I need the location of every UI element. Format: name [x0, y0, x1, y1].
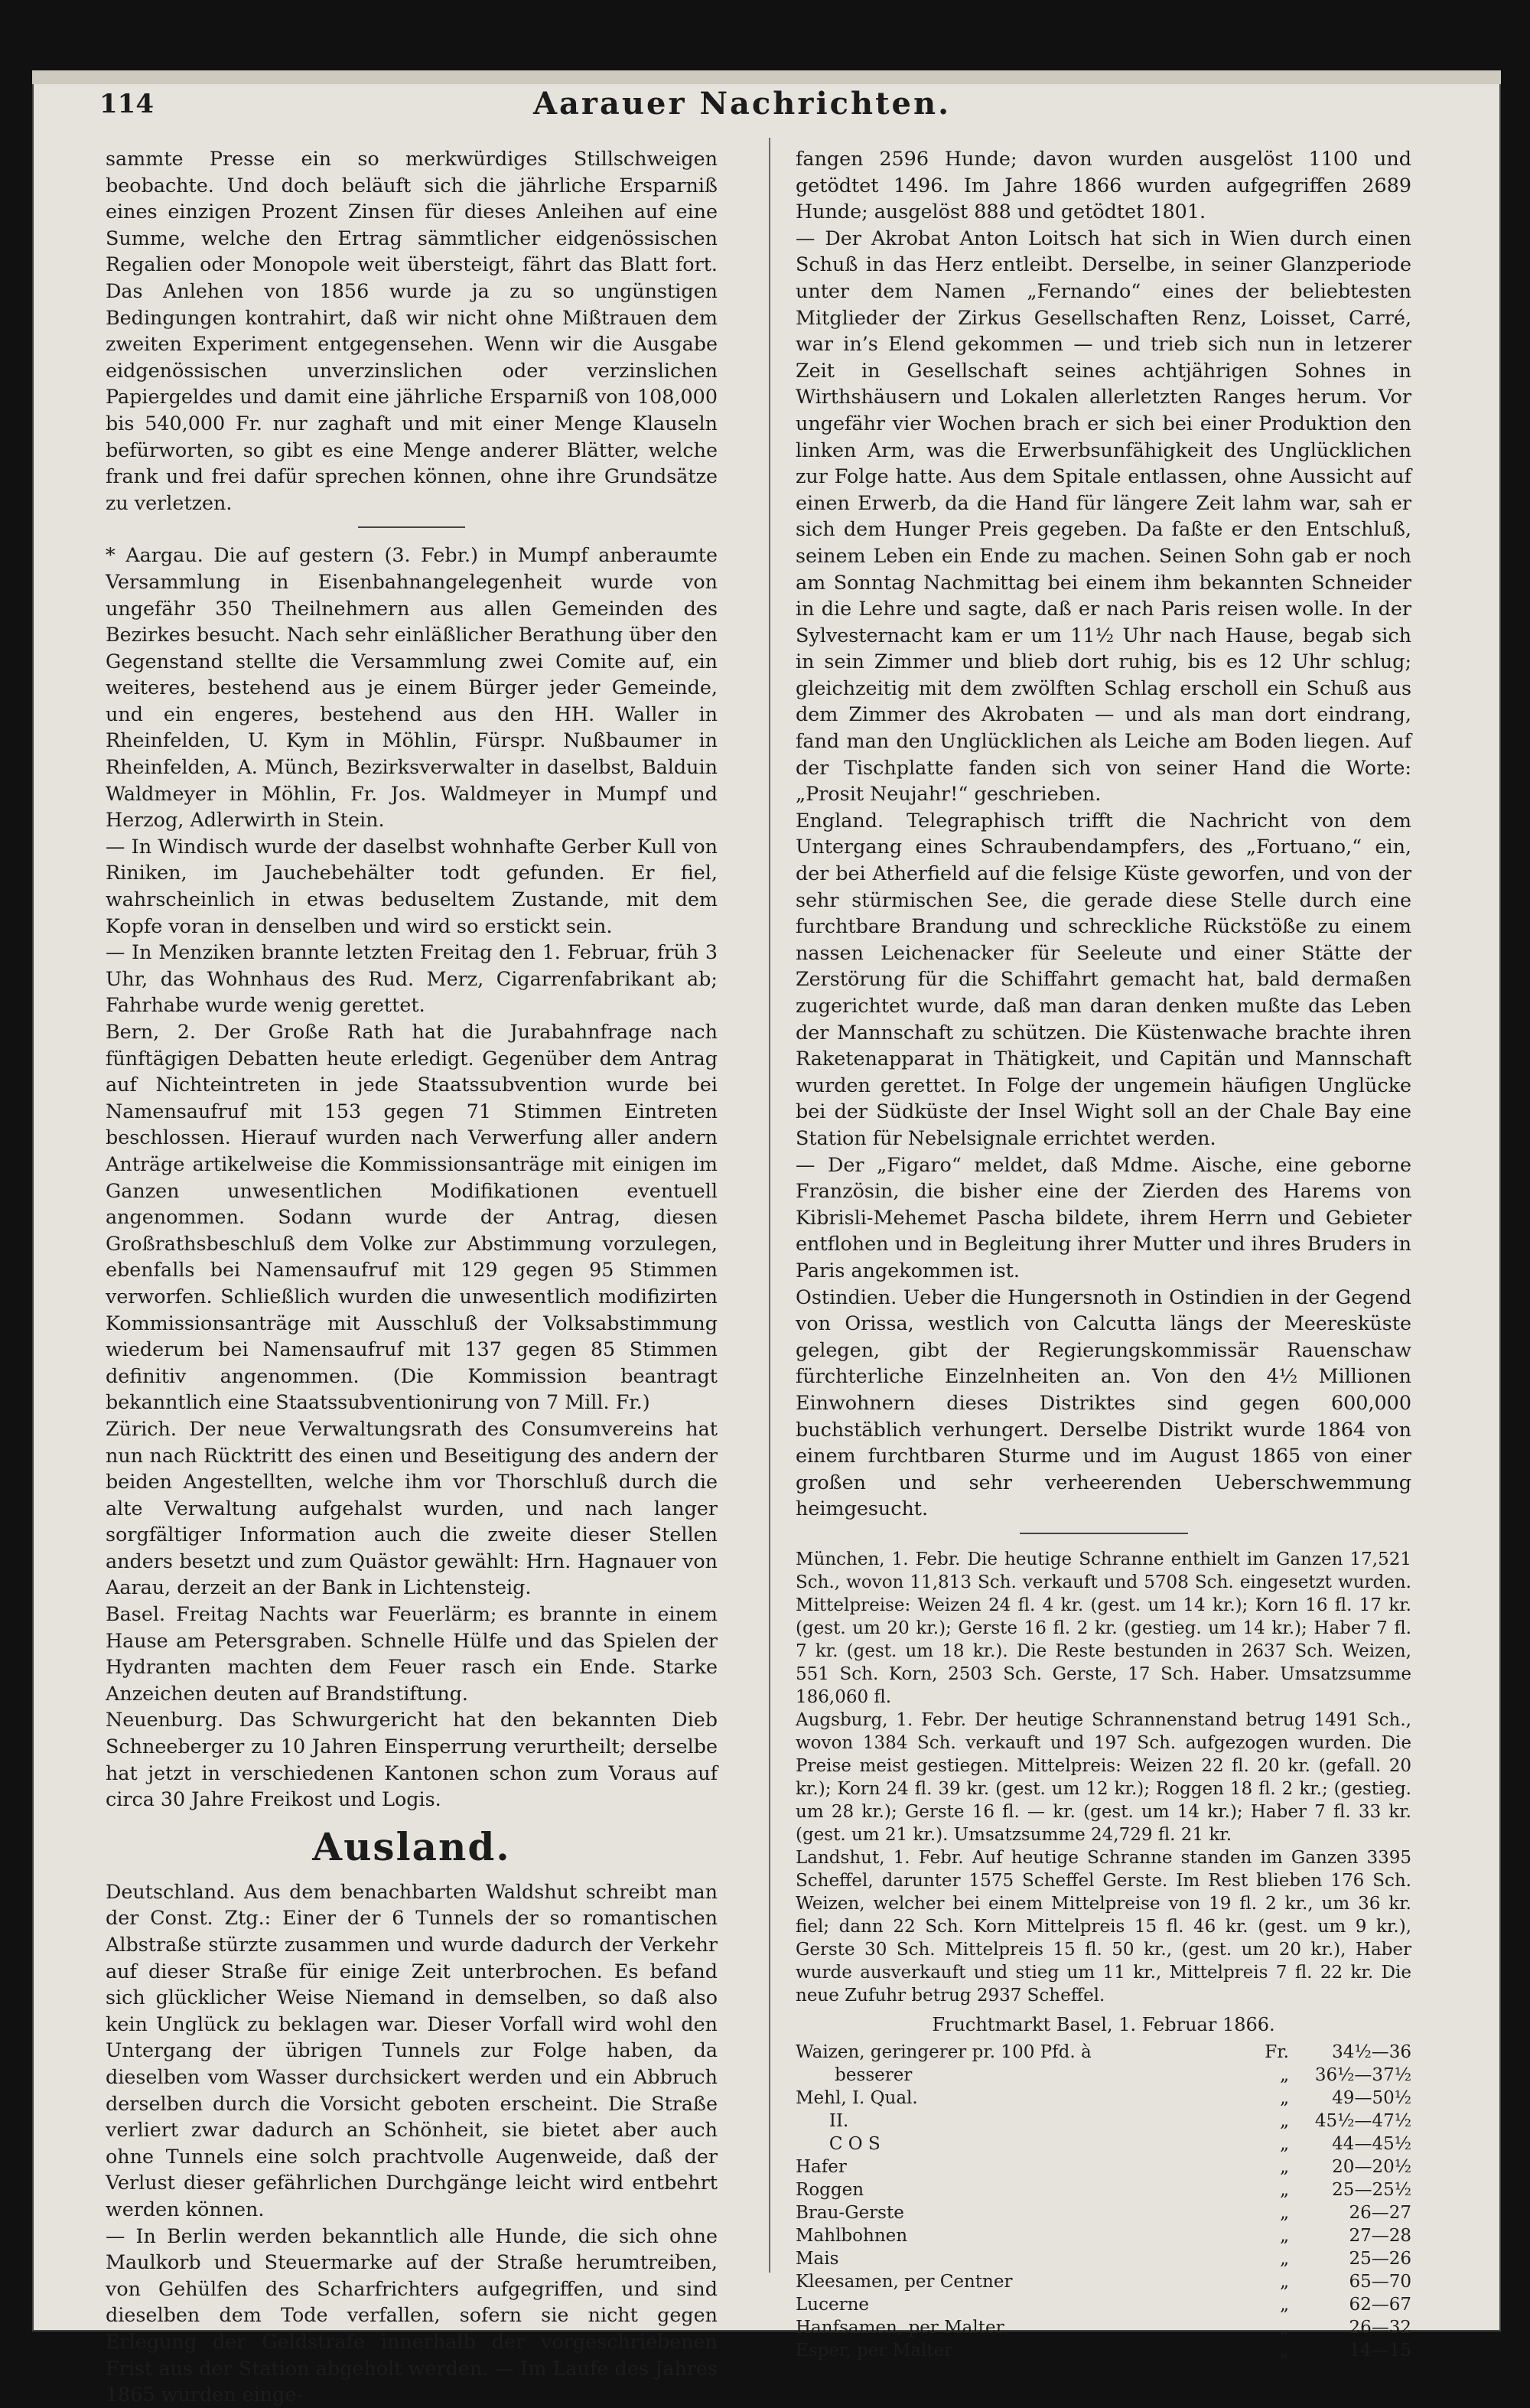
market-table: [796, 2041, 1411, 2362]
right-column: [796, 145, 1411, 2362]
article-bern: Bern, 2. Der Große Rath hat die Jurabahnfrage nach fünftägigen Debatten heute erledigt. Gegenüber dem Antrag auf Nichteintreten in jede Staatssubvention wurde bei Namensaufruf mit 153 gegen 71 Stimmen Eintreten beschlossen. Hierauf wurden nach Verwerfung aller andern Anträge artikelweise die Kommissionsanträge mit einigen im Ganzen unwesentlichen Modifikationen eventuell angenommen. Sodann wurde der Antrag, diesen Großrathsbeschluß dem Volke zur Abstimmung vorzulegen, ebenfalls bei Namensaufruf mit 129 gegen 95 Stimmen verworfen. Schließlich wurden die unwesentlich modifizirten Kommissionsanträge mit Ausschluß der Volksabstimmung wiederum bei Namensaufruf mit 137 gegen 85 Stimmen definitiv angenommen. (Die Kommission beantragt bekanntlich eine Staatssubventionirung von 7 Mill. Fr.): [106, 1020, 718, 1414]
market-augsburg: Augsburg, 1. Febr. Der heutige Schrannenstand betrug 1491 Sch., wovon 1384 Sch. verkauft und 197 Sch. aufgezogen wurden. Die Preise meist gestiegen. Mittelpreis: Weizen 22 fl. 20 kr. (gefall. 20 kr.); Korn 24 fl. 39 kr. (gest. um 12 kr.); Roggen 18 fl. 2 kr.; (gestieg. um 28 kr.); Gerste 16 fl. — kr. (gest. um 14 kr.); Haber 7 fl. 33 kr. (gest. um 21 kr.). Umsatzsumme 24,729 fl. 21 kr.: [796, 1709, 1411, 1845]
market-price: 34½—36: [1332, 2042, 1411, 2063]
market-item: Kleesamen, per Centner: [796, 2272, 1013, 2292]
market-item: Hafer: [796, 2157, 847, 2178]
market-unit: „: [1280, 2157, 1289, 2178]
article-zuerich: Zürich. Der neue Verwaltungsrath des Consumvereins hat nun nach Rücktritt des einen und Beseitigung des andern der beiden Angestellten, welche ihm vor Thorschluß durch die alte Verwaltung aufgehalst wurden, und nach langer sorgfältiger Information auch die zweite dieser Stellen anders besetzt und zum Quästor gewählt: Hrn. Hagnauer von Aarau, derzeit an der Bank in Lichtensteig.: [106, 1416, 718, 1599]
market-item: Waizen, geringerer pr. 100 Pfd. à: [796, 2042, 1092, 2063]
left-column: [106, 145, 718, 2408]
page-title: Aarauer Nachrichten.: [532, 86, 952, 122]
article-deutschland: Deutschland. Aus dem benachbarten Waldshut schreibt man der Const. Ztg.: Einer der 6 Tunnels der so romantischen Albstraße stürzte zusammen und wurde dadurch der Verkehr auf dieser Straße für einige Zeit unterbrochen. Es befand sich glücklicher Weise Niemand in demselben, so daß also kein Unglück zu beklagen war. Dieser Vorfall wird wohl den Untergang der übrigen Tunnels zur Folge haben, da dieselben vom Wasser durchsickert werden und ein Abbruch derselben durch die Vorsicht geboten erscheint. Die Straße verliert zwar dadurch an Schönheit, sie bietet aber auch ohne Tunnels eine solch prachtvolle Augenweide, daß der Verlust dieser gefährlichen Durchgänge leicht wird entbehrt werden können.: [106, 1879, 718, 2221]
column-divider: [769, 138, 770, 2273]
section-title-ausland: Ausland.: [312, 1823, 511, 1869]
market-price: 49—50½: [1332, 2088, 1411, 2109]
table-row: [796, 2178, 1411, 2201]
market-item: Roggen: [796, 2180, 864, 2201]
market-item: Lucerne: [796, 2295, 869, 2315]
market-price: 14—15: [1349, 2341, 1411, 2361]
market-price: 20—20½: [1332, 2157, 1411, 2178]
article-berlin-cont: fangen 2596 Hunde; davon wurden ausgelöst 1100 und getödtet 1496. Im Jahre 1866 wurden aufgegriffen 2689 Hunde; ausgelöst 888 und getödtet 1801.: [796, 147, 1411, 223]
article-menziken: — In Menziken brannte letzten Freitag den 1. Februar, früh 3 Uhr, das Wohnhaus des Rud. Merz, Cigarrenfabrikant ab; Fahrhabe wurde wenig gerettet.: [106, 940, 718, 1017]
table-row: [796, 2064, 1411, 2087]
market-table-title: Fruchtmarkt Basel, 1. Februar 1866.: [932, 2013, 1275, 2035]
divider: [358, 526, 465, 528]
table-row: [796, 2201, 1411, 2224]
market-item: besserer: [796, 2065, 913, 2086]
table-row: [796, 2247, 1411, 2270]
table-row: [796, 2110, 1411, 2133]
market-price: 62—67: [1349, 2295, 1411, 2315]
market-price: 45½—47½: [1314, 2111, 1411, 2132]
market-price: 26—32: [1349, 2318, 1411, 2338]
market-unit: „: [1280, 2065, 1289, 2086]
market-unit: „: [1280, 2249, 1289, 2270]
market-unit: „: [1280, 2226, 1289, 2247]
table-row: [796, 2293, 1411, 2316]
market-muenchen: München, 1. Febr. Die heutige Schranne enthielt im Ganzen 17,521 Sch., wovon 11,813 Sch. verkauft und 5708 Sch. eingesetzt wurden. Mittelpreise: Weizen 24 fl. 4 kr. (gest. um 14 kr.); Korn 16 fl. 17 kr. (gest. um 20 kr.); Gerste 16 fl. 2 kr. (gestieg. um 14 kr.); Haber 7 fl. 7 kr. (gest. um 18 kr.). Die Reste bestunden in 2637 Sch. Weizen, 551 Sch. Korn, 2503 Sch. Gerste, 17 Sch. Haber. Umsatzsumme 186,060 fl.: [796, 1549, 1411, 1707]
market-price: 26—27: [1349, 2203, 1411, 2224]
article-akrobat: — Der Akrobat Anton Loitsch hat sich in Wien durch einen Schuß in das Herz entleibt. Derselbe, in seiner Glanzperiode unter dem Namen „Fernando“ eines der beliebtesten Mitglieder der Zirkus Gesellschaften Renz, Loisset, Carré, war in’s Elend gekommen — und trieb sich nun in letzerer Zeit in Gesellschaft seines achtjährigen Sohnes in Wirthshäusern und Lokalen allerletzten Ranges herum. Vor ungefähr vier Wochen brach er sich bei einer Produktion den linken Arm, was die Erwerbsunfähigkeit des Unglücklichen zur Folge hatte. Aus dem Spitale entlassen, ohne Aussicht auf einen Erwerb, da die Hand für längere Zeit lahm war, sah er sich dem Hunger Preis gegeben. Da faßte er den Entschluß, seinem Leben ein Ende zu machen. Seinen Sohn gab er noch am Sonntag Nachmittag bei einem ihm bekannten Schneider in die Lehre und sagte, daß er nach Paris reisen wolle. In der Sylvesternacht kam er um 11½ Uhr nach Hause, begab sich in sein Zimmer und blieb dort ruhig, bis es 12 Uhr schlug; gleichzeitig mit dem zwölften Schlag erscholl ein Schuß aus dem Zimmer des Akrobaten — und als man dort eindrang, fand man den Unglücklichen als Leiche am Boden liegen. Auf der Tischplatte fanden sich von seiner Hand die Worte: „Prosit Neujahr!“ geschrieben.: [796, 226, 1411, 806]
table-row: [796, 2041, 1411, 2064]
page-number: 114: [99, 89, 154, 119]
table-row: [796, 2155, 1411, 2178]
market-price: 44—45½: [1332, 2134, 1411, 2155]
article-aargau: * Aargau. Die auf gestern (3. Febr.) in Mumpf anberaumte Versammlung in Eisenbahnangelegenheit wurde von ungefähr 350 Theilnehmern aus allen Gemeinden des Bezirkes besucht. Nach sehr einläßlicher Berathung über den Gegenstand stellte die Versammlung zwei Comite auf, ein weiteres, bestehend aus je einem Bürger jeder Gemeinde, und ein engeres, bestehend aus den HH. Waller in Rheinfelden, U. Kym in Möhlin, Fürspr. Nußbaumer in Rheinfelden, A. Münch, Bezirksverwalter in daselbst, Balduin Waldmeyer in Möhlin, Fr. Jos. Waldmeyer in Mumpf und Herzog, Adlerwirth in Stein.: [106, 543, 718, 832]
article-figaro: — Der „Figaro“ meldet, daß Mdme. Aische, eine geborne Französin, die bisher eine der Zierden des Harems von Kibrisli-Mehemet Pascha bildete, ihrem Herrn und Gebieter entflohen und in Begleitung ihrer Mutter und ihres Bruders in Paris angekommen ist.: [796, 1152, 1411, 1282]
article-paragraph: sammte Presse ein so merkwürdiges Stillschweigen beobachte. Und doch beläuft sich die jährliche Ersparniß eines einzigen Prozent Zinsen für dieses Anleihen auf eine Summe, welche den Ertrag sämmtlicher eidgenössischen Regalien oder Monopole weit übersteigt, fährt das Blatt fort. Das Anlehen von 1856 wurde ja zu so ungünstigen Bedingungen kontrahirt, daß wir nicht ohne Mißtrauen dem zweiten Experiment entgegensehen. Wenn wir die Ausgabe eidgenössischen unverzinslichen oder verzinslichen Papiergeldes und damit eine jährliche Ersparniß von 108,000 bis 540,000 Fr. nur zaghaft und mit einer Menge Klauseln befürworten, so gibt es eine Menge anderer Blätter, welche frank und frei dafür sprechen können, ohne ihre Grundsätze zu verletzen.: [106, 147, 718, 514]
market-unit: „: [1280, 2180, 1289, 2201]
market-unit: „: [1280, 2318, 1289, 2338]
market-unit: „: [1280, 2295, 1289, 2315]
market-item: Esper, per Malter: [796, 2341, 953, 2361]
article-basel: Basel. Freitag Nachts war Feuerlärm; es brannte in einem Hause am Petersgraben. Schnelle Hülfe und das Spielen der Hydranten machten dem Feuer rasch ein Ende. Starke Anzeichen deuten auf Brandstiftung.: [106, 1602, 718, 1705]
market-unit: „: [1280, 2272, 1289, 2292]
market-unit: „: [1280, 2088, 1289, 2109]
table-row: [796, 2339, 1411, 2362]
table-row: [796, 2224, 1411, 2247]
market-unit: „: [1280, 2203, 1289, 2224]
market-item: Mais: [796, 2249, 839, 2270]
market-price: 25—26: [1349, 2249, 1411, 2270]
market-item: C O S: [796, 2134, 881, 2155]
table-row: [796, 2087, 1411, 2110]
market-unit: „: [1280, 2111, 1289, 2132]
table-row: [796, 2133, 1411, 2155]
market-unit: „: [1280, 2134, 1289, 2155]
market-price: 25—25½: [1332, 2180, 1411, 2201]
market-item: II.: [796, 2111, 849, 2132]
article-windisch: — In Windisch wurde der daselbst wohnhafte Gerber Kull von Riniken, im Jauchebehälter todt gefunden. Er fiel, wahrscheinlich in etwas beduseltem Zustande, mit dem Kopfe voran in denselben und wird so erstickt sein.: [106, 834, 718, 937]
market-item: Hanfsamen, per Malter: [796, 2318, 1004, 2338]
article-berlin: — In Berlin werden bekanntlich alle Hunde, die sich ohne Maulkorb und Steuermarke auf der Straße herumtreiben, von Gehülfen des Scharfrichters aufgegriffen, und sind dieselben dem Tode verfallen, sofern sie nicht gegen Erlegung der Geldstrafe innerhalb der vorgeschriebenen Frist aus der Station abgeholt werden. — Im Laufe des Jahres 1865 wurden einge-: [106, 2224, 718, 2406]
market-unit: Fr.: [1265, 2042, 1289, 2063]
market-unit: „: [1280, 2341, 1289, 2361]
table-row: [796, 2270, 1411, 2293]
article-england: England. Telegraphisch trifft die Nachricht von dem Untergang eines Schraubendampfers, des „Fortuano,“ ein, der bei Atherfield auf die felsige Küste geworfen, und von der sehr stürmischen See, die gerade diese Stelle durch eine furchtbare Brandung und schreckliche Rückstöße zu einem nassen Leichenacker für Seeleute und einer Stätte der Zerstörung für die Schiffahrt gemacht hat, bald dermaßen zugerichtet wurde, daß man daran denken mußte das Leben der Mannschaft zu schützen. Die Küstenwache brachte ihren Raketenapparat in Thätigkeit, und Capitän und Mannschaft wurden gerettet. In Folge der ungemein häufigen Unglücke bei der Südküste der Insel Wight soll an der Chale Bay eine Station für Nebelsignale errichtet werden.: [796, 808, 1411, 1149]
market-price: 36½—37½: [1314, 2065, 1411, 2086]
article-neuenburg: Neuenburg. Das Schwurgericht hat den bekannten Dieb Schneeberger zu 10 Jahren Einsperrung verurtheilt; derselbe hat jetzt in verschiedenen Kantonen schon zum Voraus auf circa 30 Jahre Freikost und Logis.: [106, 1708, 718, 1811]
market-item: Mehl, I. Qual.: [796, 2088, 918, 2109]
market-price: 65—70: [1349, 2272, 1411, 2292]
market-landshut: Landshut, 1. Febr. Auf heutige Schranne standen im Ganzen 3395 Scheffel, darunter 1575 Scheffel Gerste. Im Rest blieben 176 Sch. Weizen, welcher bei einem Mittelpreise von 19 fl. 2 kr., um 36 kr. fiel; dann 22 Sch. Korn Mittelpreis 15 fl. 46 kr. (gest. um 9 kr.), Gerste 30 Sch. Mittelpreis 15 fl. 50 kr., (gest. um 20 kr.), Haber wurde ausverkauft und stieg um 11 kr., Mittelpreis 7 fl. 22 kr. Die neue Zufuhr betrug 2937 Scheffel.: [796, 1847, 1411, 2006]
table-row: [796, 2316, 1411, 2339]
divider: [1020, 1533, 1188, 1534]
market-price: 27—28: [1349, 2226, 1411, 2247]
market-item: Mahlbohnen: [796, 2226, 908, 2247]
market-item: Brau-Gerste: [796, 2203, 904, 2224]
article-ostindien: Ostindien. Ueber die Hungersnoth in Ostindien in der Gegend von Orissa, westlich von Calcutta längs der Meeresküste gelegen, gibt der Regierungskommissär Rauenschaw fürchterliche Einzelnheiten an. Von den 4½ Millionen Einwohnern dieses Distriktes sind gegen 600,000 buchstäblich verhungert. Derselbe Distrikt wurde 1864 von einem furchtbaren Sturme und im August 1865 von einer großen und sehr verheerenden Ueberschwemmung heimgesucht.: [796, 1285, 1411, 1520]
page-header: [99, 83, 1385, 129]
